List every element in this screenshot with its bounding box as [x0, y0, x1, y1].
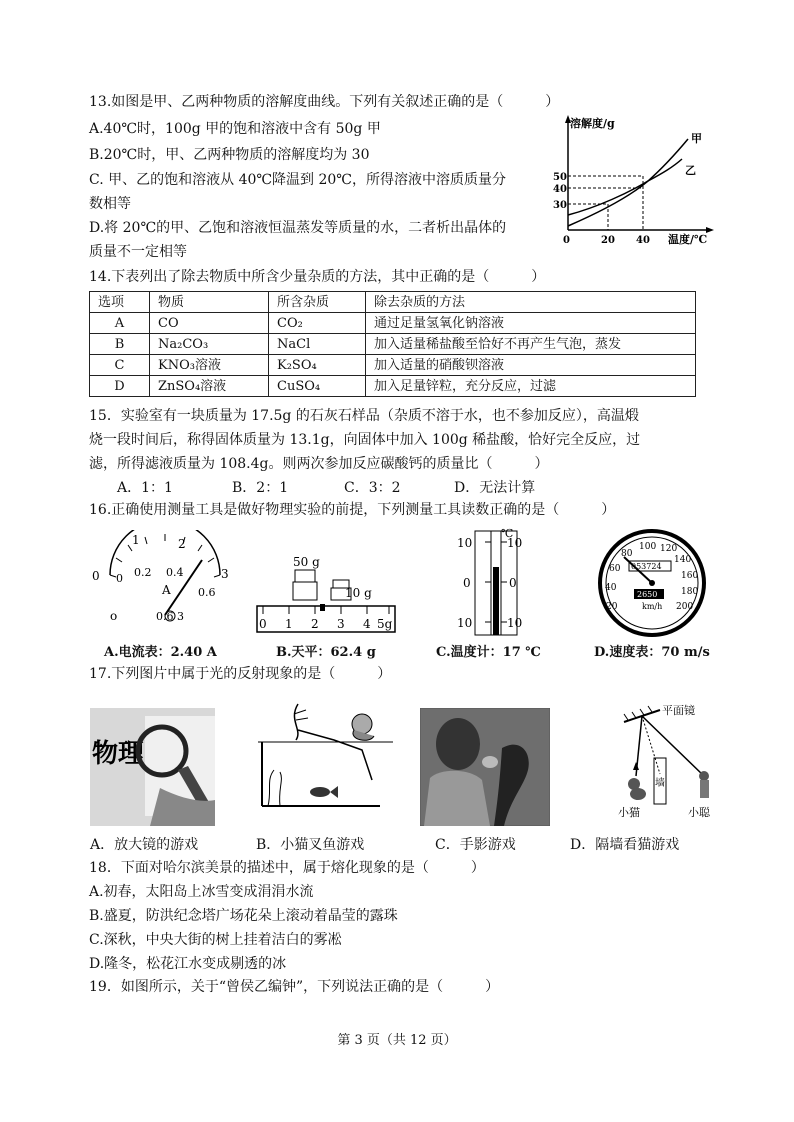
- solubility-graph: [548, 113, 718, 248]
- th-substance: 物质: [150, 292, 269, 313]
- magnifier-photo: [90, 708, 215, 826]
- graph-label-jia: 甲: [691, 132, 702, 145]
- impurity-table: [89, 291, 696, 397]
- q18-option-c: C.深秋，中央大街的树上挂着洁白的雾凇: [89, 932, 342, 948]
- ammeter-caption: A.电流表：2.40 A: [104, 645, 217, 660]
- balance-scale-0: 0: [259, 617, 267, 631]
- table-row: [90, 376, 696, 397]
- speed-tick-200: 200: [676, 602, 694, 612]
- q15-line1: 15．实验室有一块质量为 17.5g 的石灰石样品（杂质不溶于水，也不参加反应），高温煅: [89, 408, 639, 424]
- cell-option: C: [90, 355, 150, 376]
- balance-caption: B.天平：62.4 g: [276, 645, 376, 660]
- ytick-30: 30: [553, 200, 567, 211]
- speed-tick-80: 80: [621, 549, 633, 559]
- thermometer-unit: ℃: [501, 527, 514, 540]
- ytick-40: 40: [553, 184, 567, 195]
- q17-option-b: B．小猫叉鱼游戏: [256, 837, 365, 853]
- ammeter-unit: A: [162, 583, 171, 597]
- table-row: [90, 334, 696, 355]
- balance-scale-5: 5g: [377, 617, 393, 631]
- speedometer-figure: [592, 527, 712, 639]
- q15-option-b: B．2：1: [232, 480, 289, 496]
- cat-label: 小猫: [618, 806, 640, 819]
- q18-option-b: B.盛夏，防洪纪念塔广场花朵上滚动着晶莹的露珠: [89, 908, 398, 924]
- thermometer-left-10: 10: [457, 536, 473, 550]
- q18-option-a: A.初春，太阳岛上冰雪变成涓涓水流: [89, 884, 314, 900]
- q18-stem: 18．下面对哈尔滨美景的描述中，属于熔化现象的是（ ）: [89, 860, 485, 876]
- speed-tick-140: 140: [674, 555, 692, 565]
- cell-method: 加入足量锌粒，充分反应，过滤: [366, 376, 696, 397]
- q19-stem: 19．如图所示，关于“曾侯乙编钟”，下列说法正确的是（ ）: [89, 979, 500, 995]
- ammeter-terminals: 0.6 3: [156, 610, 184, 623]
- magnifier-text: 物理: [92, 739, 145, 769]
- cell-impurity: CuSO₄: [269, 376, 366, 397]
- th-method: 除去杂质的方法: [366, 292, 696, 313]
- thermometer-caption: C.温度计：17 ℃: [436, 645, 541, 660]
- thermometer-figure: [455, 527, 535, 639]
- cell-substance: Na₂CO₃: [150, 334, 269, 355]
- q13-option-c-line1: C. 甲、乙的饱和溶液从 40℃降温到 20℃，所得溶液中溶质质量分: [89, 172, 506, 188]
- cat-fishing-drawing: [258, 700, 393, 810]
- balance-figure: [253, 552, 398, 637]
- thermometer-right-10: 10: [507, 536, 523, 550]
- weight-50g: 50 g: [293, 555, 320, 569]
- table-row: [90, 313, 696, 334]
- weight-10g: 10 g: [345, 586, 372, 600]
- q17-option-d: D．隔墙看猫游戏: [570, 837, 680, 853]
- q17-stem: 17.下列图片中属于光的反射现象的是（ ）: [89, 666, 392, 682]
- ammeter-outer-0: 0: [92, 569, 100, 583]
- speed-tick-180: 180: [681, 587, 699, 597]
- speed-tick-40: 40: [605, 583, 617, 593]
- q15-option-a: A．1：1: [117, 480, 173, 496]
- cell-substance: KNO₃溶液: [150, 355, 269, 376]
- q13-option-a: A.40℃时，100g 甲的饱和溶液中含有 50g 甲: [89, 121, 381, 137]
- hand-shadow-photo: [420, 708, 550, 826]
- table-row: [90, 355, 696, 376]
- table-header-row: [90, 292, 696, 313]
- cell-option: D: [90, 376, 150, 397]
- q15-option-d: D．无法计算: [454, 480, 536, 496]
- cell-method: 加入适量的硝酸钡溶液: [366, 355, 696, 376]
- ammeter-figure: [90, 530, 240, 635]
- cell-method: 加入适量稀盐酸至恰好不再产生气泡，蒸发: [366, 334, 696, 355]
- xtick-20: 20: [601, 235, 615, 246]
- cell-method: 通过足量氢氧化钠溶液: [366, 313, 696, 334]
- balance-scale-2: 2: [311, 617, 319, 631]
- balance-scale-4: 4: [363, 617, 371, 631]
- ammeter-outer-3: 3: [221, 567, 229, 581]
- q15-line2: 烧一段时间后，称得固体质量为 13.1g，向固体中加入 100g 稀盐酸，恰好完全反应，过: [89, 432, 641, 448]
- ammeter-tick-2: 2: [178, 537, 186, 551]
- q15-line3: 滤，所得滤液质量为 108.4g。则两次参加反应碳酸钙的质量比（ ）: [89, 456, 549, 472]
- speed-tick-160: 160: [681, 571, 699, 581]
- cell-option: B: [90, 334, 150, 355]
- th-impurity: 所含杂质: [269, 292, 366, 313]
- wall-label: 墙: [655, 778, 665, 789]
- mirror-cat-diagram: [600, 700, 715, 820]
- speedometer-unit: km/h: [642, 602, 663, 611]
- q13-option-d-line1: D.将 20℃的甲、乙饱和溶液恒温蒸发等质量的水，二者析出晶体的: [89, 220, 507, 236]
- balance-scale-3: 3: [337, 617, 345, 631]
- boy-label: 小聪: [688, 806, 710, 819]
- balance-scale-1: 1: [285, 617, 293, 631]
- cell-impurity: NaCl: [269, 334, 366, 355]
- xtick-40: 40: [636, 235, 650, 246]
- odometer-readout: 053724: [631, 562, 662, 571]
- ammeter-inner-06: 0.6: [198, 586, 216, 599]
- q16-stem: 16.正确使用测量工具是做好物理实验的前提，下列测量工具读数正确的是（ ）: [89, 502, 616, 518]
- th-option: 选项: [90, 292, 150, 313]
- svg-text:o: o: [110, 609, 118, 623]
- speed-tick-100: 100: [639, 542, 657, 552]
- curve-jia: [568, 139, 688, 226]
- q17-option-c: C．手影游戏: [435, 837, 516, 853]
- graph-ylabel: 溶解度/g: [570, 117, 615, 130]
- trip-readout: 2650: [637, 590, 658, 599]
- cell-impurity: CO₂: [269, 313, 366, 334]
- speedometer-caption: D.速度表：70 m/s: [594, 645, 710, 660]
- thermometer-left-0: 0: [463, 576, 471, 590]
- cell-substance: ZnSO₄溶液: [150, 376, 269, 397]
- ytick-50: 50: [553, 172, 567, 183]
- q17-option-a: A．放大镜的游戏: [90, 837, 199, 853]
- ammeter-inner-0: 0: [116, 572, 123, 585]
- speed-tick-120: 120: [660, 544, 678, 554]
- cell-option: A: [90, 313, 150, 334]
- cell-impurity: K₂SO₄: [269, 355, 366, 376]
- thermometer-right-10b: 10: [507, 616, 523, 630]
- thermometer-mercury: [493, 567, 499, 635]
- cell-substance: CO: [150, 313, 269, 334]
- page-footer: 第 3 页（共 12 页）: [337, 1033, 457, 1048]
- thermometer-left-10b: 10: [457, 616, 473, 630]
- q13-option-d-line2: 质量不一定相等: [89, 244, 187, 260]
- q18-option-d: D.隆冬，松花江水变成剔透的冰: [89, 956, 287, 972]
- xtick-0: 0: [563, 235, 570, 246]
- q13-option-c-line2: 数相等: [89, 196, 131, 212]
- q15-option-c: C．3：2: [344, 480, 401, 496]
- ammeter-inner-02: 0.2: [134, 566, 152, 579]
- ammeter-tick-1: 1: [132, 533, 140, 547]
- speed-tick-20: 20: [606, 602, 618, 612]
- q13-option-b: B.20℃时，甲、乙两种物质的溶解度均为 30: [89, 147, 370, 163]
- speed-tick-60: 60: [609, 564, 621, 574]
- graph-xlabel: 温度/℃: [668, 233, 708, 246]
- curve-yi: [568, 159, 682, 215]
- ammeter-inner-04: 0.4: [166, 566, 184, 579]
- graph-label-yi: 乙: [685, 164, 696, 177]
- mirror-label: 平面镜: [662, 704, 695, 717]
- thermometer-right-0: 0: [509, 576, 517, 590]
- q13-stem: 13.如图是甲、乙两种物质的溶解度曲线。下列有关叙述正确的是（ ）: [89, 94, 560, 110]
- q14-stem: 14.下表列出了除去物质中所含少量杂质的方法，其中正确的是（ ）: [89, 269, 546, 285]
